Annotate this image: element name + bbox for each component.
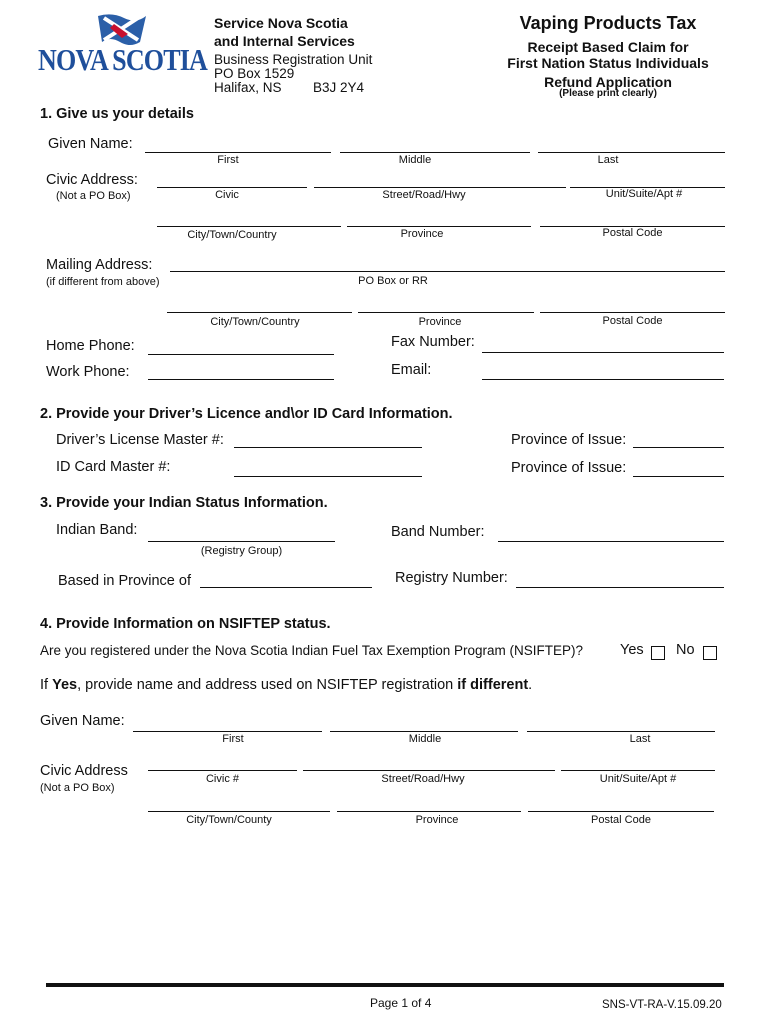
- home-phone-label: Home Phone:: [46, 338, 135, 354]
- nsiftep-province-field[interactable]: [337, 811, 521, 812]
- province-issue1-label: Province of Issue:: [511, 432, 627, 448]
- given-name-last-field[interactable]: [538, 152, 725, 153]
- registry-number-label: Registry Number:: [395, 570, 508, 586]
- province-issue2-field[interactable]: [633, 476, 724, 477]
- province-issue2-label: Province of Issue:: [511, 460, 627, 476]
- mailing-postal-field[interactable]: [540, 312, 725, 313]
- fax-number-field[interactable]: [482, 352, 724, 353]
- if-different-bold: if different: [457, 677, 529, 693]
- given-name-middle-field[interactable]: [340, 152, 530, 153]
- middle-caption: Middle: [398, 154, 432, 166]
- civic-number-field[interactable]: [157, 187, 307, 188]
- form-subtitle3: Refund Application: [544, 74, 672, 90]
- nova-scotia-logo: [38, 12, 208, 78]
- nsiftep-middle-field[interactable]: [330, 731, 518, 732]
- drivers-license-label: Driver’s License Master #:: [56, 432, 224, 448]
- civic-city-field[interactable]: [157, 226, 341, 227]
- nsiftep-last-caption: Last: [629, 733, 651, 745]
- nsiftep-unit-field[interactable]: [561, 770, 715, 771]
- no-label: No: [676, 642, 695, 658]
- yes-checkbox[interactable]: [651, 646, 665, 660]
- mailing-city-field[interactable]: [167, 312, 352, 313]
- nsiftep-street-caption: Street/Road/Hwy: [381, 773, 465, 785]
- band-number-field[interactable]: [498, 541, 724, 542]
- registry-group-caption: (Registry Group): [200, 545, 283, 557]
- mailing-province-field[interactable]: [358, 312, 534, 313]
- nsiftep-civic-address-label: Civic Address: [40, 763, 128, 779]
- nsiftep-civic-field[interactable]: [148, 770, 297, 771]
- page-number: Page 1 of 4: [370, 996, 432, 1010]
- province2-caption: Province: [418, 316, 462, 328]
- nsiftep-postal-field[interactable]: [528, 811, 714, 812]
- province-issue1-field[interactable]: [633, 447, 724, 448]
- nsiftep-last-field[interactable]: [527, 731, 715, 732]
- form-subtitle1: Receipt Based Claim for: [527, 39, 689, 55]
- nsiftep-province-caption: Province: [415, 814, 459, 826]
- based-in-province-field[interactable]: [200, 587, 372, 588]
- section2-title: 2. Provide your Driver’s Licence and\or ID Card Information.: [40, 406, 453, 422]
- nsiftep-city-caption: City/Town/County: [186, 814, 272, 826]
- civic-caption: Civic: [215, 189, 239, 201]
- print-note: (Please print clearly): [559, 88, 657, 99]
- nsiftep-city-field[interactable]: [148, 811, 330, 812]
- if-different-note: (if different from above): [46, 276, 160, 288]
- org-line2: and Internal Services: [214, 33, 355, 49]
- nsiftep-question: Are you registered under the Nova Scotia Indian Fuel Tax Exemption Program (NSIFTEP)?: [40, 643, 584, 658]
- form-id: SNS-VT-RA-V.15.09.20: [602, 999, 722, 1011]
- nsiftep-unit-caption: Unit/Suite/Apt #: [599, 773, 677, 785]
- if-yes-instruction: [40, 677, 532, 693]
- street-caption: Street/Road/Hwy: [382, 189, 466, 201]
- first-caption: First: [217, 154, 239, 166]
- drivers-license-field[interactable]: [234, 447, 422, 448]
- nsiftep-postal-caption: Postal Code: [591, 814, 651, 826]
- section4-title: 4. Provide Information on NSIFTEP status.: [40, 616, 331, 632]
- yes-label: Yes: [620, 642, 644, 658]
- city-caption: City/Town/Country: [187, 229, 277, 241]
- nsiftep-street-field[interactable]: [303, 770, 555, 771]
- email-field[interactable]: [482, 379, 724, 380]
- work-phone-label: Work Phone:: [46, 364, 130, 380]
- nsiftep-given-name-label: Given Name:: [40, 713, 125, 729]
- postal2-caption: Postal Code: [602, 315, 663, 327]
- form-title: Vaping Products Tax: [519, 13, 697, 33]
- unit-caption: Unit/Suite/Apt #: [605, 188, 683, 200]
- work-phone-field[interactable]: [148, 379, 334, 380]
- id-card-field[interactable]: [234, 476, 422, 477]
- nsiftep-middle-caption: Middle: [408, 733, 442, 745]
- if-middle: , provide name and address used on NSIFTEP registration: [77, 677, 458, 693]
- given-name-label: Given Name:: [48, 136, 133, 152]
- if-yes-bold: Yes: [52, 677, 78, 693]
- last-caption: Last: [597, 154, 619, 166]
- based-in-province-label: Based in Province of: [58, 573, 191, 589]
- given-name-first-field[interactable]: [145, 152, 331, 153]
- indian-band-label: Indian Band:: [56, 522, 138, 538]
- if-prefix: If: [40, 677, 53, 693]
- nsiftep-first-field[interactable]: [133, 731, 322, 732]
- not-po-box-note: (Not a PO Box): [56, 190, 131, 202]
- band-number-label: Band Number:: [391, 524, 485, 540]
- no-checkbox[interactable]: [703, 646, 717, 660]
- id-card-label: ID Card Master #:: [56, 459, 171, 475]
- city2-caption: City/Town/Country: [210, 316, 300, 328]
- mailing-pobox-field[interactable]: [170, 271, 725, 272]
- postal-caption: Postal Code: [602, 227, 663, 239]
- section3-title: 3. Provide your Indian Status Information.: [40, 495, 328, 511]
- form-subtitle2: First Nation Status Individuals: [507, 55, 709, 71]
- mailing-address-label: Mailing Address:: [46, 257, 153, 273]
- org-line1: Service Nova Scotia: [214, 15, 348, 31]
- addr-line1: Business Registration Unit: [214, 52, 373, 67]
- civic-province-field[interactable]: [347, 226, 531, 227]
- registry-number-field[interactable]: [516, 587, 724, 588]
- province-caption: Province: [400, 228, 444, 240]
- indian-band-field[interactable]: [148, 541, 335, 542]
- section1-title: 1. Give us your details: [40, 106, 194, 122]
- nsiftep-not-po-box-note: (Not a PO Box): [40, 782, 115, 794]
- po-box-caption: PO Box or RR: [358, 275, 428, 287]
- addr-postal: B3J 2Y4: [313, 80, 365, 95]
- email-label: Email:: [391, 362, 432, 378]
- footer-rule: [46, 983, 724, 987]
- civic-address-label: Civic Address:: [46, 172, 138, 188]
- civic-street-field[interactable]: [314, 187, 566, 188]
- if-end: .: [528, 677, 533, 693]
- addr-line2: PO Box 1529: [214, 66, 295, 81]
- nsiftep-first-caption: First: [222, 733, 244, 745]
- logo-wordmark: NOVA SCOTIA: [38, 42, 207, 77]
- addr-city: Halifax, NS: [214, 80, 282, 95]
- fax-number-label: Fax Number:: [391, 334, 475, 350]
- home-phone-field[interactable]: [148, 354, 334, 355]
- nsiftep-civic-caption: Civic #: [205, 773, 239, 785]
